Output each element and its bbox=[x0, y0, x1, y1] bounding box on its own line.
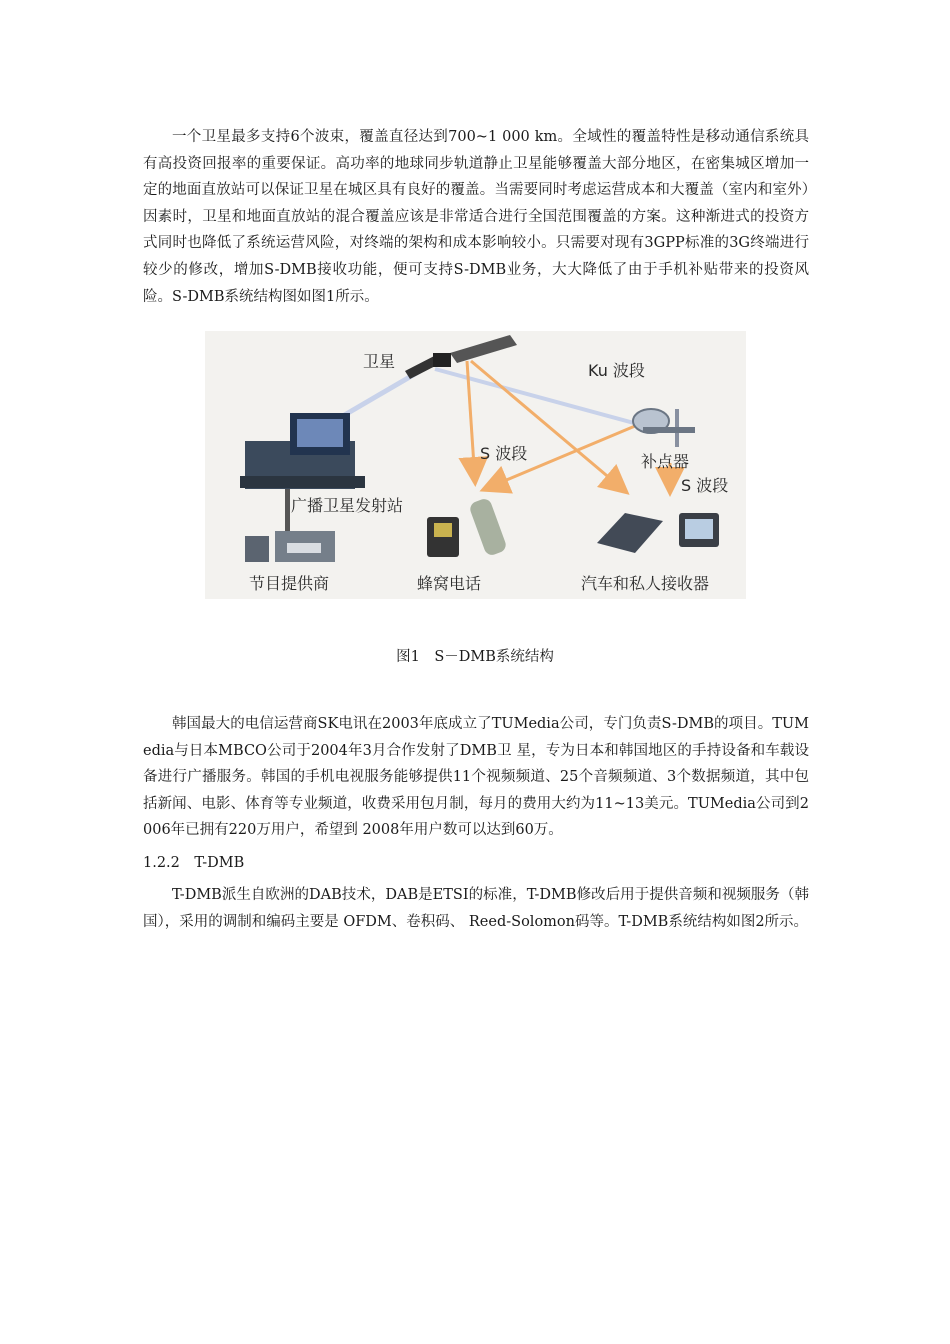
s-dmb-diagram bbox=[205, 331, 746, 599]
label-cell-phone: 蜂窝电话 bbox=[417, 574, 482, 593]
paragraph-1: 一个卫星最多支持6个波束，覆盖直径达到700~1 000 km。全域性的覆盖特性是移动通信系统具有高投资回报率的重要保证。高功率的地球同步轨道静止卫星能够覆盖大部分地区，在密集城区增加一定的地面直放站可以保证卫星在城区具有良好的覆盖。当需要同时考虑运营成本和大覆盖（室内和室外）因素时，卫星和地面直放站的混合覆盖应该是非常适合进行全国范围覆盖的方案。这种渐进式的投资方式同时也降低了系统运营风险，对终端的架构和成本影响较小。只需要对现有3GPP标准的3G终端进行较少的修改，增加S-DMB接收功能，便可支持S-DMB业务，大大降低了由于手机补贴带来的投资风险。S-DMB系统结构图如图1所示。 bbox=[143, 129, 809, 305]
figure-caption: 图1 S－DMB系统结构 bbox=[396, 649, 554, 665]
label-car-receiver: 汽车和私人接收器 bbox=[581, 574, 710, 593]
paragraph-3: T-DMB派生自欧洲的DAB技术，DAB是ETSI的标准，T-DMB修改后用于提供音频和视频服务（韩国），采用的调制和编码主要是 OFDM、卷积码、 Reed-Solomon码等。T-DMB系统结构如图2所示。 bbox=[143, 886, 809, 930]
label-broadcast-station: 广播卫星发射站 bbox=[291, 496, 404, 515]
body-text-bottom bbox=[143, 711, 809, 935]
paragraph-2: 韩国最大的电信运营商SK电讯在2003年底成立了TUMedia公司，专门负责S-DMB的项目。TUMedia与日本MBCO公司于2004年3月合作发射了DMB卫 星，专为日本和韩国地区的手持设备和车载设备进行广播服务。韩国的手机电视服务能够提供11个视频频道、25个音频频道、3个数据频道，其中包括新闻、电影、体育等专业频道，收费采用包月制，每月的费用大约为11~13美元。TUMedia公司到2006年已拥有220万用户，希望到 2008年用户数可以达到60万。 bbox=[143, 716, 809, 839]
label-ku-band: Ku 波段 bbox=[588, 361, 645, 380]
label-content-provider: 节目提供商 bbox=[249, 574, 330, 593]
body-text-top bbox=[143, 124, 809, 310]
label-s-band-left: S 波段 bbox=[480, 444, 528, 463]
label-satellite: 卫星 bbox=[363, 352, 396, 371]
label-repeater: 补点器 bbox=[641, 452, 690, 471]
figure-1 bbox=[205, 331, 746, 599]
section-heading: 1.2.2 T-DMB bbox=[143, 854, 245, 871]
label-s-band-right: S 波段 bbox=[681, 476, 729, 495]
